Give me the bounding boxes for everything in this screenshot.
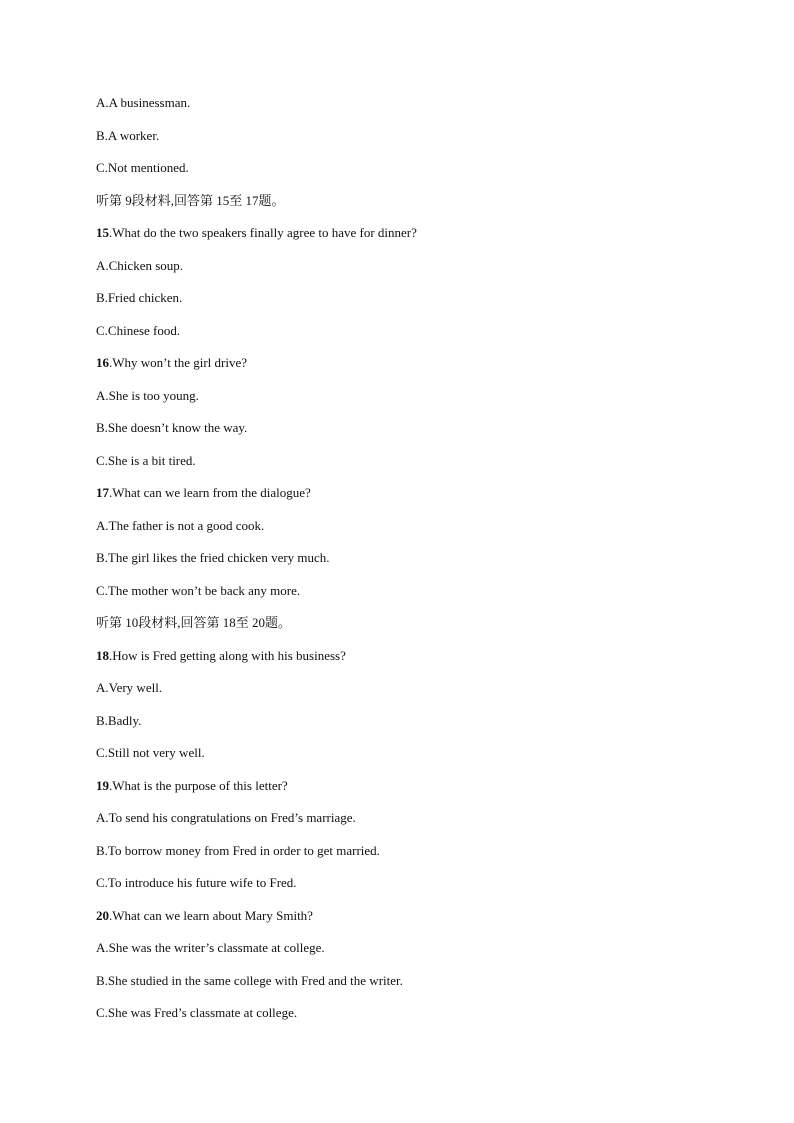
answer-option: A.A businessman. xyxy=(96,95,191,110)
question-number: 17 xyxy=(96,485,109,500)
answer-option: A.Chicken soup. xyxy=(96,257,184,273)
answer-option: A.The father is not a good cook. xyxy=(96,517,265,533)
question-text: .What do the two speakers finally agree to have for dinner? xyxy=(109,225,417,240)
question-text: .What is the purpose of this letter? xyxy=(109,777,288,793)
answer-option: C.Still not very well. xyxy=(96,745,205,760)
question-text: .What can we learn about Mary Smith? xyxy=(109,907,313,923)
answer-option: C.Chinese food. xyxy=(96,322,181,338)
answer-option: B.The girl likes the fried chicken very much. xyxy=(96,550,330,565)
document-page xyxy=(96,94,716,1021)
question-20 xyxy=(96,907,716,924)
answer-option: C.To introduce his future wife to Fred. xyxy=(96,875,297,890)
question-number: 15 xyxy=(96,225,109,240)
answer-option: B.She doesn’t know the way. xyxy=(96,420,248,435)
answer-option: B.Fried chicken. xyxy=(96,290,183,305)
question-19 xyxy=(96,777,716,794)
question-number: 18 xyxy=(96,647,109,663)
answer-option: B.To borrow money from Fred in order to get married. xyxy=(96,842,380,858)
question-text: .Why won’t the girl drive? xyxy=(109,355,248,370)
question-number: 19 xyxy=(96,777,109,793)
question-15 xyxy=(96,224,716,241)
answer-option: C.She is a bit tired. xyxy=(96,452,196,468)
question-number: 20 xyxy=(96,907,109,923)
question-text: .How is Fred getting along with his business? xyxy=(109,647,346,663)
answer-option: A.She was the writer’s classmate at college. xyxy=(96,940,325,955)
answer-option: C.Not mentioned. xyxy=(96,160,189,175)
answer-option: B.She studied in the same college with Fred and the writer. xyxy=(96,972,403,988)
question-text: .What can we learn from the dialogue? xyxy=(109,485,311,500)
answer-option: C.The mother won’t be back any more. xyxy=(96,582,301,598)
answer-option: A.She is too young. xyxy=(96,387,199,403)
question-16 xyxy=(96,354,716,371)
answer-option: C.She was Fred’s classmate at college. xyxy=(96,1005,298,1020)
question-17 xyxy=(96,484,716,501)
section-instruction: 听第 10段材料,回答第 18至 20题。 xyxy=(96,615,292,630)
answer-option: B.A worker. xyxy=(96,127,160,143)
question-number: 16 xyxy=(96,355,109,370)
section-instruction: 听第 9段材料,回答第 15至 17题。 xyxy=(96,192,285,208)
answer-option: A.To send his congratulations on Fred’s marriage. xyxy=(96,810,356,825)
answer-option: A.Very well. xyxy=(96,680,163,695)
question-18 xyxy=(96,647,716,664)
answer-option: B.Badly. xyxy=(96,712,142,728)
